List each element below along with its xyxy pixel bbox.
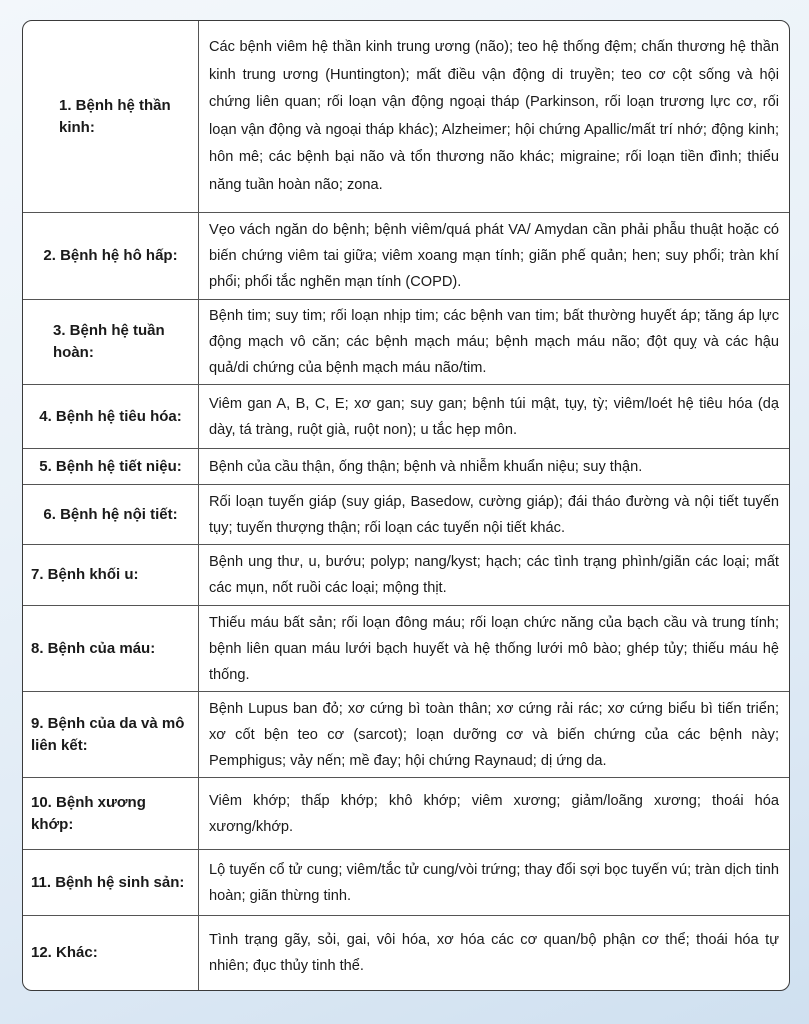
category-cell: 4. Bệnh hệ tiêu hóa: — [23, 385, 199, 448]
table-row — [23, 213, 789, 300]
description-cell: Bệnh Lupus ban đỏ; xơ cứng bì toàn thân; xơ cứng rải rác; xơ cứng biểu bì tiến triển; xơ cốt bện teo cơ (sarcot); loạn dưỡng cơ và biến chứng của các bệnh này; Pemphigus; vảy nến; mề đay; hội chứng Raynaud; dị ứng da. — [209, 700, 779, 769]
category-cell: 6. Bệnh hệ nội tiết: — [23, 485, 199, 544]
table-row — [23, 916, 789, 990]
description-cell: Thiếu máu bất sản; rối loạn đông máu; rối loạn chức năng của bạch cầu và trung tính; bệnh liên quan máu lưới bạch huyết và hệ thống lưới mô bào; ghép tủy; thiếu máu hệ thống. — [209, 614, 779, 683]
table-row — [23, 385, 789, 449]
table-row — [23, 485, 789, 545]
description-cell: Bệnh của cầu thận, ống thận; bệnh và nhiễm khuẩn niệu; suy thận. — [209, 458, 643, 475]
category-cell: 12. Khác: — [23, 916, 199, 990]
description-cell: Vẹo vách ngăn do bệnh; bệnh viêm/quá phát VA/ Amydan cần phải phẫu thuật hoặc có biến chứng viêm tai giữa; viêm xoang mạn tính; giãn phế quản; hen; suy phổi; tràn khí phổi; phổi tắc nghẽn mạn tính (COPD). — [209, 222, 779, 290]
category-cell: 9. Bệnh của da và mô liên kết: — [23, 692, 199, 777]
description-cell: Tình trạng gãy, sỏi, gai, vôi hóa, xơ hóa các cơ quan/bộ phận cơ thể; thoái hóa tự nhiên; đục thủy tinh thể. — [209, 932, 779, 974]
category-cell: 1. Bệnh hệ thần kinh: — [23, 21, 199, 212]
category-cell: 10. Bệnh xương khớp: — [23, 778, 199, 849]
description-cell: Viêm gan A, B, C, E; xơ gan; suy gan; bệnh túi mật, tụy, tỳ; viêm/loét hệ tiêu hóa (dạ dày, tá tràng, ruột già, ruột non); u tắc hẹp môn. — [209, 395, 779, 438]
category-cell: 2. Bệnh hệ hô hấp: — [23, 213, 199, 299]
category-cell: 11. Bệnh hệ sinh sản: — [23, 850, 199, 915]
table-row — [23, 692, 789, 778]
category-cell: 3. Bệnh hệ tuần hoàn: — [23, 300, 199, 384]
description-cell: Rối loạn tuyến giáp (suy giáp, Basedow, cường giáp); đái tháo đường và nội tiết tuyến tụy; tuyến thượng thận; rối loạn các tuyến nội tiết khác. — [209, 493, 779, 536]
description-cell: Viêm khớp; thấp khớp; khô khớp; viêm xương; giảm/loãng xương; thoái hóa xương/khớp. — [209, 792, 779, 835]
description-cell: Bệnh tim; suy tim; rối loạn nhịp tim; các bệnh van tim; bất thường huyết áp; tăng áp lực động mạch vô căn; các bệnh mạch máu; bệnh mạch máu não; đột quỵ và các hậu quả/di chứng của bệnh mạch máu não/tim. — [209, 308, 779, 376]
category-cell: 5. Bệnh hệ tiết niệu: — [23, 449, 199, 484]
disease-table — [22, 20, 790, 991]
table-row — [23, 545, 789, 606]
table-row — [23, 606, 789, 692]
table-row — [23, 778, 789, 850]
table-row — [23, 21, 789, 213]
description-cell: Bệnh ung thư, u, bướu; polyp; nang/kyst; hạch; các tình trạng phình/giãn các loại; mất các mụn, nốt ruồi các loại; mộng thịt. — [209, 554, 779, 596]
description-cell: Lộ tuyến cổ tử cung; viêm/tắc tử cung/vòi trứng; thay đổi sợi bọc tuyến vú; tràn dịch tinh hoàn; giãn thừng tinh. — [209, 861, 779, 904]
table-row — [23, 300, 789, 385]
category-cell: 8. Bệnh của máu: — [23, 606, 199, 691]
category-cell: 7. Bệnh khối u: — [23, 545, 199, 605]
table-row — [23, 850, 789, 916]
description-cell: Các bệnh viêm hệ thần kinh trung ương (não); teo hệ thống đệm; chấn thương hệ thần kinh trung ương (Huntington); mất điều vận động di truyền; teo cơ cột sống và hội chứng liên quan; rối loạn vận động ngoại tháp (Parkinson, rối loạn trương lực cơ, rối loạn vận động và ngoại tháp khác); Alzheimer; hội chứng Apallic/mất trí nhớ; động kinh; hôn mê; các bệnh bại não và tổn thương não khác; migraine; rối loạn tiền đình; thiểu năng tuần hoàn não; zona. — [209, 39, 779, 193]
table-row — [23, 449, 789, 485]
